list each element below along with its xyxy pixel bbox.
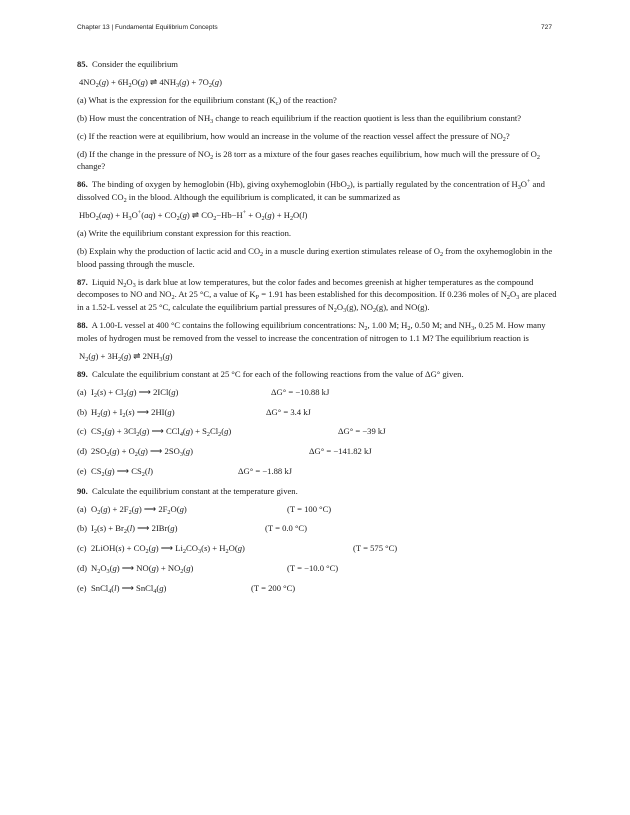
problem-88: 88. A 1.00-L vessel at 400 °C contains the following equilibrium concentrations: $N_2$, 1.00 M; $H_2$, 0.50 M; and $NH_3$, 0.25 M. How many moles of hydrogen must be removed from the vessel to increase the concentration of nitrogen to 1.1 M? The equilibrium reaction is (77, 319, 546, 343)
problem-85 (77, 58, 557, 71)
question-b: (b) How must the concentration of $NH_3$ change to reach equilibrium if the reaction quotient is less than the equilibrium constant? (77, 113, 522, 125)
question-a: (a) What is the expression for the equilibrium constant $(K_c)$ of the reaction? (77, 95, 337, 108)
problem-89: 89. Calculate the equilibrium constant at 25 °C for each of the following reactions from the value of ΔG° given. (77, 368, 464, 379)
problem-number: 87. (77, 276, 88, 287)
reaction-row: (d) $2SO_2(g) + O_2(g)$ ⟶ $2SO_3(g)$ ΔG° = −141.82 kJ (77, 446, 372, 459)
reaction-row: (d) $N_2O_3(g)$ ⟶ $NO(g) + NO_2(g)$ (T = −10.0 °C) (77, 562, 339, 575)
problem-number: 86. (77, 179, 88, 190)
question-d: (d) If the change in the pressure of $NO_2$ is 28 torr as a mixture of the four gases reaches equilibrium, how much will the pressure of $O_2$ change? (77, 148, 540, 172)
problem-number: 85. (77, 59, 88, 69)
reaction-row: (e) SnCl$_4$(l) ⟶ SnCl$_4$(g) (T = 200 °C) (77, 582, 296, 595)
problem-text: Consider the equilibrium (92, 59, 178, 69)
reaction-row: (a) $I_2(s) + Cl_2(g)$ ⟶ 2ICl(g) ΔG° = −10.88 kJ (77, 386, 330, 399)
reaction-row: (e) $CS_2(g)$ ⟶ $CS_2(l)$ ΔG° = −1.88 kJ (77, 465, 292, 478)
reaction-row: (b) $H_2(g) + I_2(s)$ ⟶ 2HI(g) ΔG° = 3.4 kJ (77, 406, 311, 419)
problem-87: 87. Liquid $N_2O_3$ is dark blue at low temperatures, but the color fades and becomes greenish at higher temperatures as the compound decomposes to NO and $NO_2$. At 25 °C, a value of $K_P = 1.91$ has been established for this decomposition. If 0.236 moles of $N_2O_3$ are placed in a 1.52-L vessel at 25 °C, calculate the equilibrium partial pressures of $N_2O_3(g)$, $NO_2(g)$, and NO(g). (77, 276, 557, 315)
page-number: 727 (540, 24, 552, 31)
chapter-title: Chapter 13 | Fundamental Equilibrium Concepts (77, 24, 218, 31)
page-header (77, 24, 552, 36)
reaction-row: (c) $CS_2(g) + 3Cl_2(g)$ ⟶ $CCl_4(g) + S_2Cl_2(g)$ ΔG° = −39 kJ (77, 426, 386, 439)
reaction-row: (a) $O_2(g) + 2F_2(g)$ ⟶ $2F_2O(g)$ (T = 100 °C) (77, 503, 332, 516)
reaction-row: (b) $I_2(s) + Br_2(l)$ ⟶ 2IBr(g) (T = 0.0 °C) (77, 523, 308, 536)
question-c: (c) If the reaction were at equilibrium, how would an increase in the volume of the reaction vessel affect the pressure of $NO_2$? (77, 130, 510, 143)
question-b: (b) Explain why the production of lactic acid and $CO_2$ in a muscle during exertion stimulates release of $O_2$ from the oxyhemoglobin in the blood passing through the muscle. (77, 245, 553, 269)
reaction-row: (c) 2LiOH(s) + $CO_2(g)$ ⟶ $Li_2CO_3(s) + H_2O(g)$ (T = 575 °C) (77, 543, 398, 556)
problem-number: 88. (77, 319, 88, 330)
equation-85: $4NO_2(g) + 6H_2O(g)$ ⇌ $4NH_3(g) + 7O_2(g)$ (79, 76, 222, 89)
problem-number: 89. (77, 368, 88, 379)
question-a: (a) Write the equilibrium constant expression for this reaction. (77, 228, 292, 239)
problem-86: 86. The binding of oxygen by hemoglobin (Hb), giving oxyhemoglobin (HbO$_2$), is partially regulated by the concentration of $H_3O^+$ and dissolved $CO_2$ in the blood. Although the equilibrium is complicated, it can be summarized as (77, 179, 545, 204)
equation-86: $HbO_2(aq) + H_3O^+(aq) + CO_2(g)$ ⇌ $CO_2-Hb-H^+ + O_2(g) + H_2O(l)$ (79, 209, 308, 222)
problem-90: 90. Calculate the equilibrium constant at the temperature given. (77, 485, 298, 496)
equation-88: $N_2(g) + 3H_2(g)$ ⇌ $2NH_3(g)$ (79, 350, 173, 363)
page-content (77, 58, 557, 602)
problem-number: 90. (77, 485, 88, 496)
